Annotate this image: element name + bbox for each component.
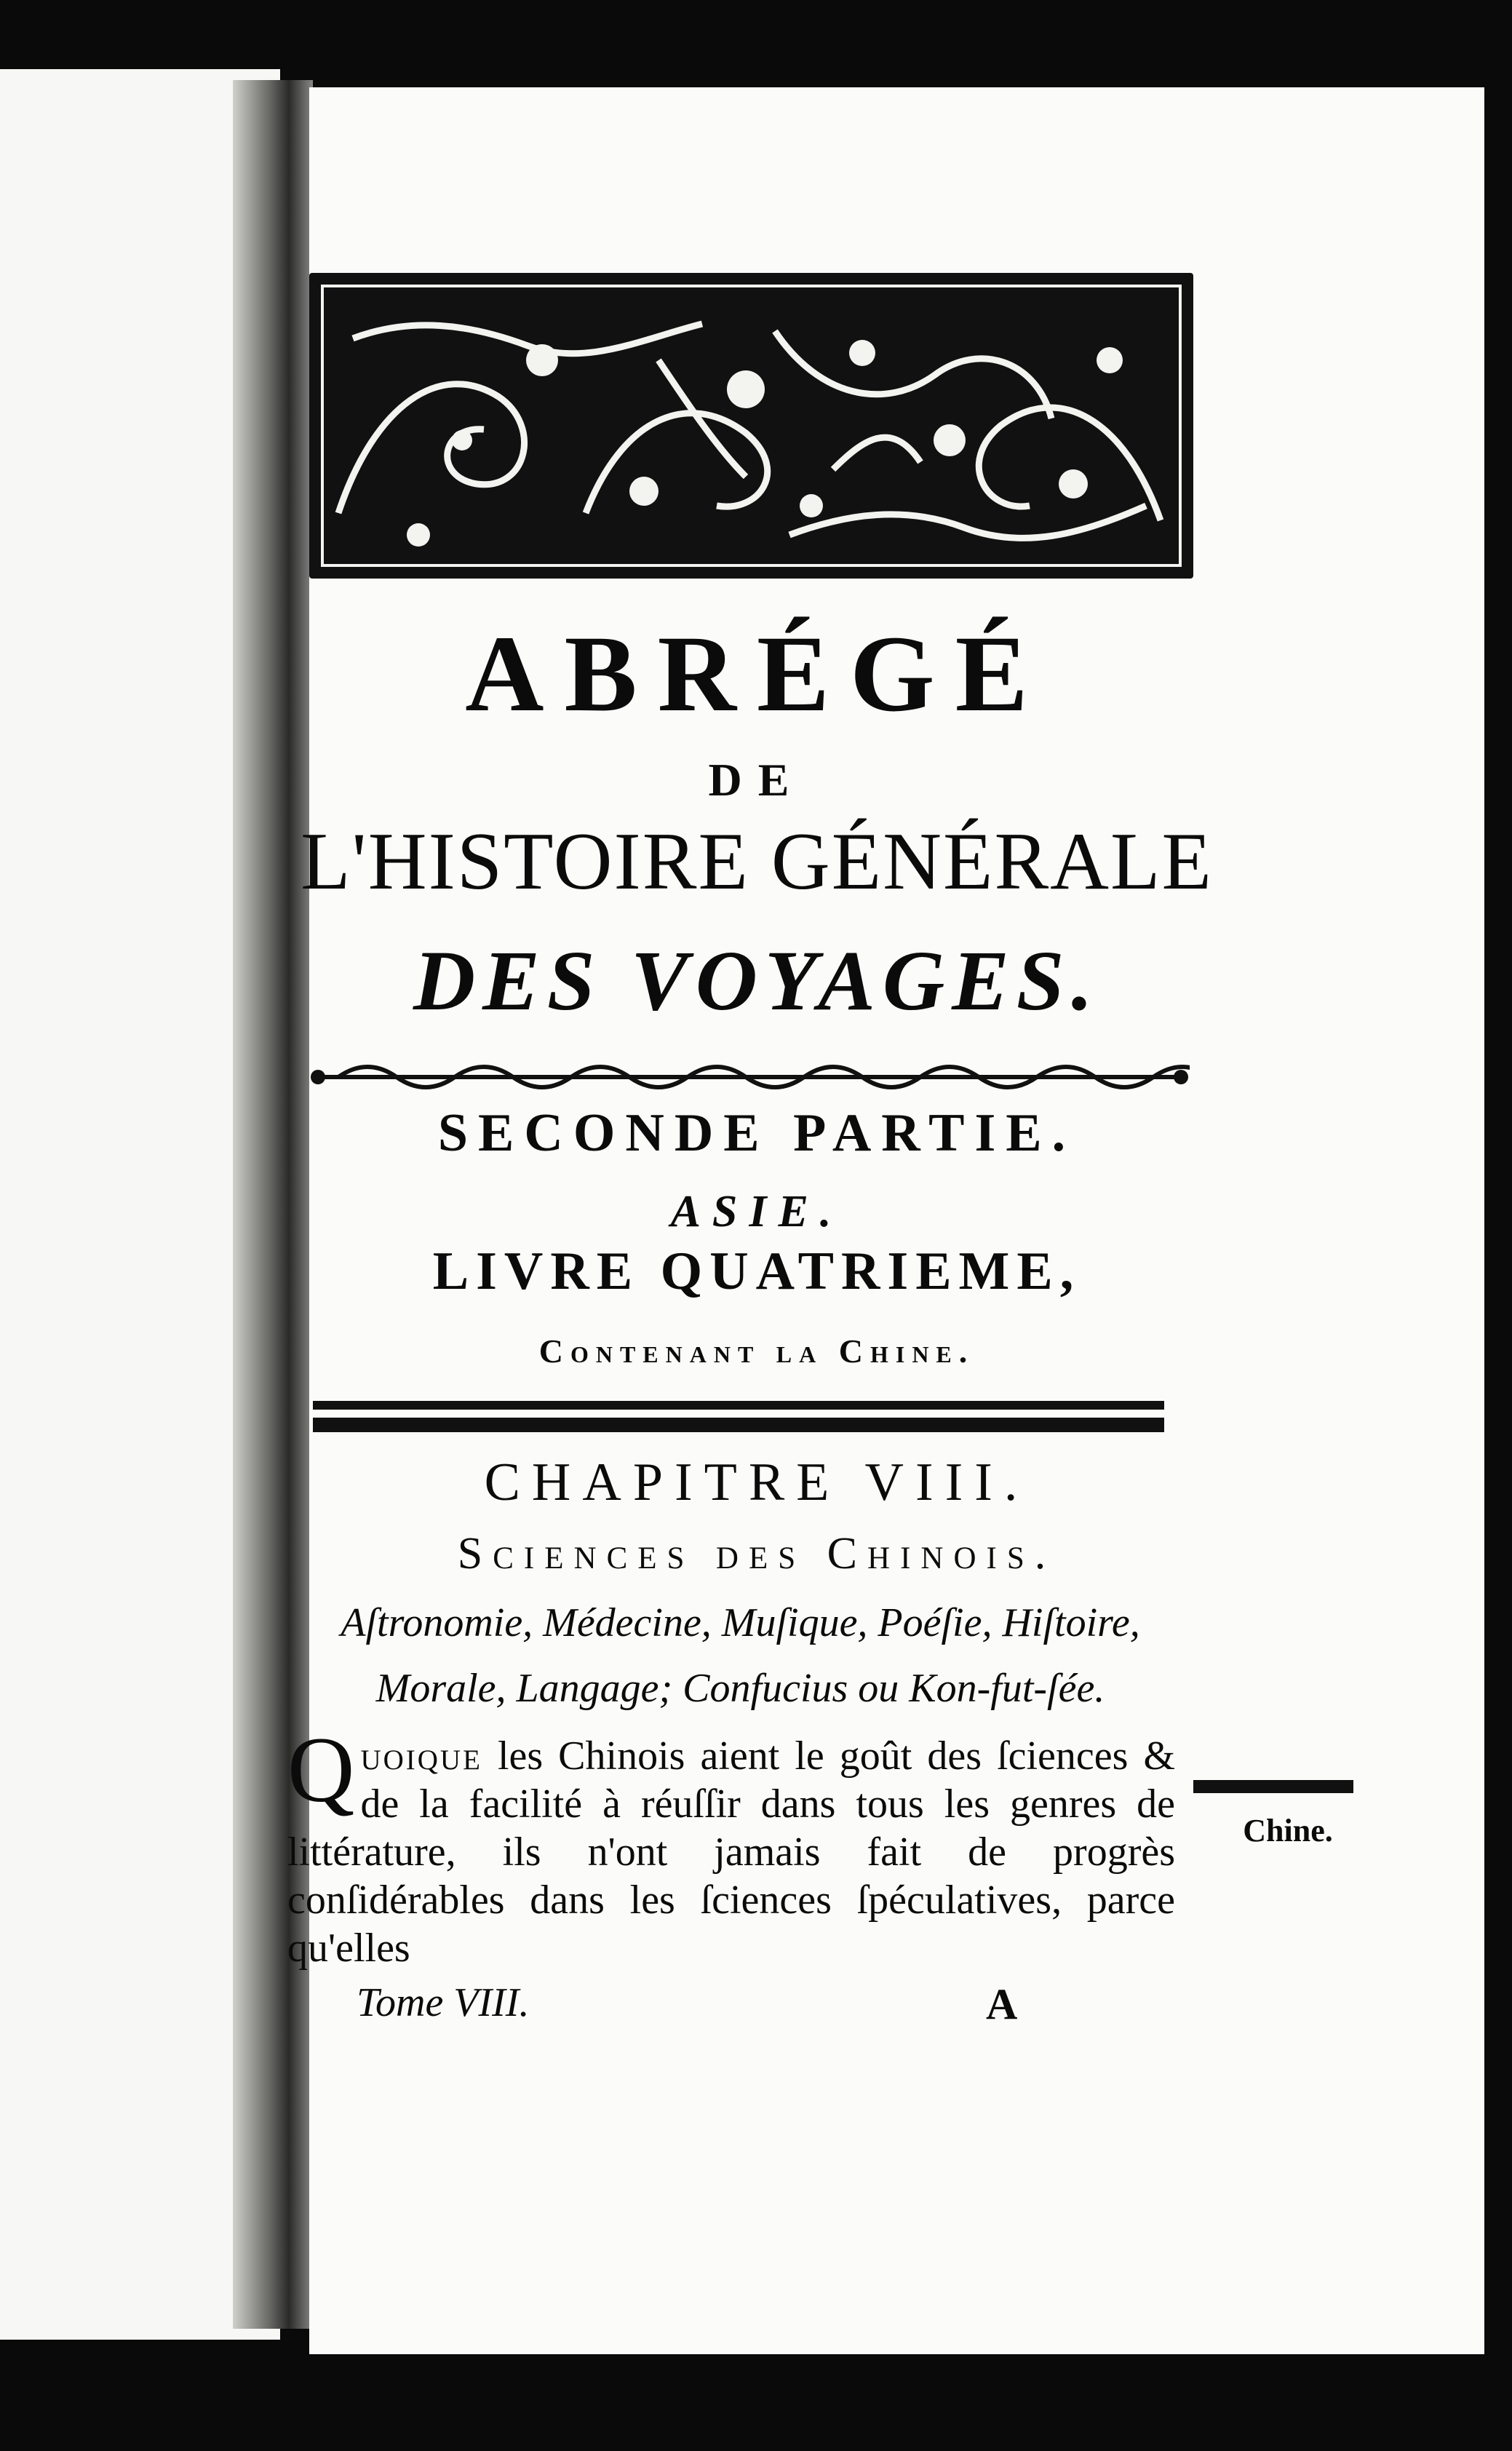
title-histoire: L'HISTOIRE GÉNÉRALE bbox=[301, 817, 1213, 907]
double-rule-bottom bbox=[313, 1418, 1164, 1432]
title-de: DE bbox=[708, 754, 805, 806]
book-heading: LIVRE QUATRIEME, bbox=[432, 1242, 1081, 1301]
title: ABRÉGÉ bbox=[465, 613, 1049, 734]
margin-note: Chine. bbox=[1243, 1813, 1333, 1848]
contents-line: Contenant la Chine. bbox=[538, 1332, 975, 1370]
chapter-heading: CHAPITRE VIII. bbox=[484, 1453, 1030, 1512]
summary-line-2: Morale, Langage; Confucius ou Kon-fut-ſée. bbox=[375, 1666, 1105, 1711]
asie-heading: ASIE. bbox=[670, 1187, 843, 1236]
opening-word: uoique bbox=[360, 1733, 482, 1779]
chapter-subtitle: Sciences des Chinois. bbox=[457, 1529, 1057, 1578]
body-text: les Chinois aient le goût des ſciences & de la facilité à réuſſir dans tous les genres de littérature, ils n'ont jamais fait de progrès conſidérables dans les ſciences ſpéculatives, parce qu'elles bbox=[287, 1733, 1175, 1971]
drop-cap: Q bbox=[287, 1718, 355, 1822]
double-rule-top bbox=[313, 1401, 1164, 1410]
chapter-summary bbox=[287, 1590, 1193, 1721]
body-paragraph bbox=[287, 1718, 1175, 1972]
part-heading: SECONDE PARTIE. bbox=[437, 1103, 1076, 1163]
title-voyages: DES VOYAGES. bbox=[413, 933, 1101, 1028]
chain-ornament-rule bbox=[309, 1052, 1190, 1103]
decorative-headpiece bbox=[309, 273, 1193, 579]
summary-line-1: Aſtronomie, Médecine, Muſique, Poéſie, Hiſtoire, bbox=[341, 1600, 1140, 1645]
margin-rule bbox=[1193, 1780, 1353, 1793]
footer-signature: A bbox=[986, 1980, 1018, 2028]
footer-volume: Tome VIII. bbox=[357, 1980, 530, 2025]
